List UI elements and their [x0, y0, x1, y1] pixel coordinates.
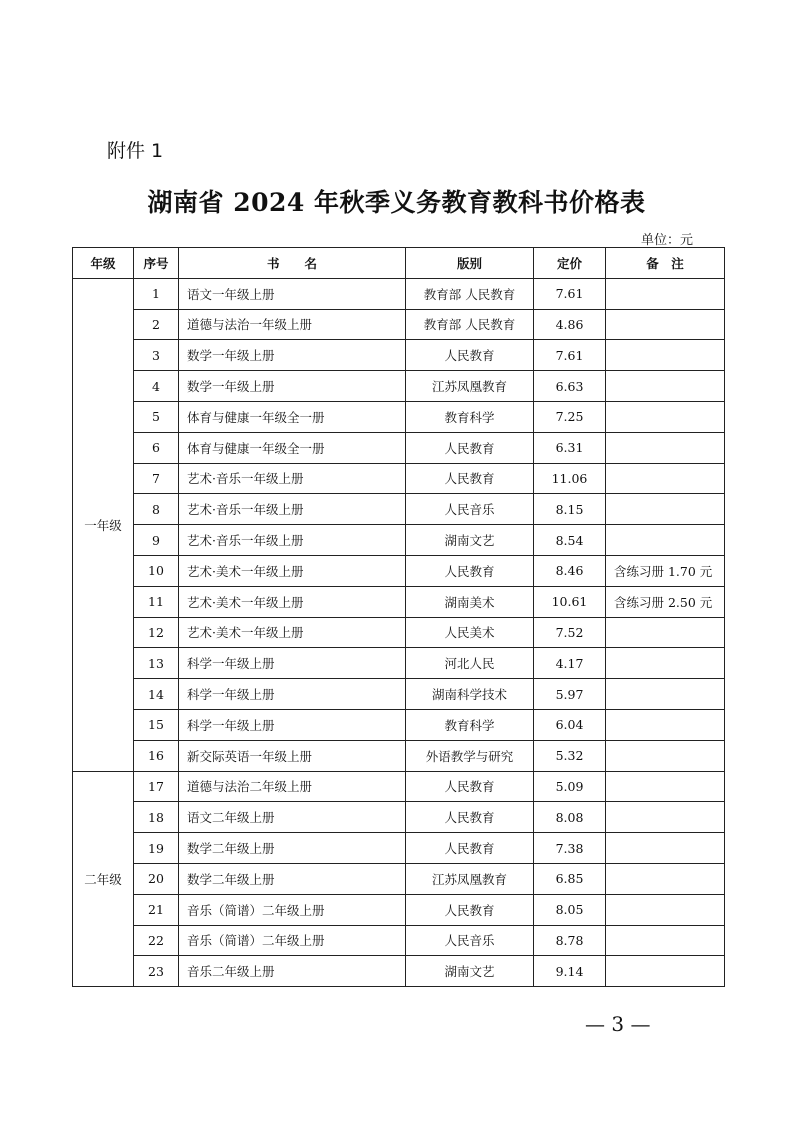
seq-cell: 2: [134, 309, 179, 340]
price-cell: 4.86: [534, 309, 606, 340]
price-cell: 6.04: [534, 709, 606, 740]
edition-cell: 人民教育: [406, 432, 534, 463]
edition-cell: 教育部 人民教育: [406, 278, 534, 309]
seq-cell: 15: [134, 709, 179, 740]
price-cell: 6.31: [534, 432, 606, 463]
book-cell: 艺术·美术一年级上册: [179, 586, 406, 617]
edition-cell: 湖南文艺: [406, 525, 534, 556]
table-row: [73, 863, 725, 894]
remark-cell: [606, 956, 725, 987]
book-cell: 科学一年级上册: [179, 679, 406, 710]
table-row: [73, 555, 725, 586]
page-number: — 3 —: [585, 1012, 651, 1036]
edition-cell: 人民美术: [406, 617, 534, 648]
book-cell: 科学一年级上册: [179, 648, 406, 679]
table-row: [73, 340, 725, 371]
price-cell: 6.63: [534, 371, 606, 402]
seq-cell: 21: [134, 894, 179, 925]
price-cell: 10.61: [534, 586, 606, 617]
edition-cell: 教育科学: [406, 401, 534, 432]
price-cell: 9.14: [534, 956, 606, 987]
seq-cell: 3: [134, 340, 179, 371]
edition-cell: 人民教育: [406, 833, 534, 864]
table-row: [73, 740, 725, 771]
price-cell: 7.52: [534, 617, 606, 648]
book-cell: 体育与健康一年级全一册: [179, 432, 406, 463]
price-cell: 8.05: [534, 894, 606, 925]
table-row: [73, 525, 725, 556]
edition-cell: 湖南文艺: [406, 956, 534, 987]
edition-cell: 人民音乐: [406, 494, 534, 525]
book-cell: 道德与法治一年级上册: [179, 309, 406, 340]
unit-label: 单位：元: [640, 233, 693, 248]
seq-cell: 18: [134, 802, 179, 833]
edition-cell: 湖南美术: [406, 586, 534, 617]
table-row: [73, 401, 725, 432]
price-cell: 8.15: [534, 494, 606, 525]
grade-cell: 二年级: [73, 771, 134, 987]
table-row: [73, 494, 725, 525]
price-cell: 8.54: [534, 525, 606, 556]
table-header-row: [73, 248, 725, 279]
header-book: 书 名: [179, 248, 406, 279]
book-cell: 数学二年级上册: [179, 863, 406, 894]
edition-cell: 江苏凤凰教育: [406, 863, 534, 894]
seq-cell: 14: [134, 679, 179, 710]
price-cell: 4.17: [534, 648, 606, 679]
table-row: [73, 833, 725, 864]
edition-cell: 教育部 人民教育: [406, 309, 534, 340]
grade-cell: 一年级: [73, 278, 134, 771]
book-cell: 音乐（简谱）二年级上册: [179, 894, 406, 925]
seq-cell: 5: [134, 401, 179, 432]
remark-cell: [606, 925, 725, 956]
edition-cell: 人民教育: [406, 555, 534, 586]
header-seq: 序号: [134, 248, 179, 279]
book-cell: 体育与健康一年级全一册: [179, 401, 406, 432]
seq-cell: 1: [134, 278, 179, 309]
book-cell: 艺术·音乐一年级上册: [179, 525, 406, 556]
price-cell: 8.78: [534, 925, 606, 956]
edition-cell: 江苏凤凰教育: [406, 371, 534, 402]
remark-cell: [606, 679, 725, 710]
seq-cell: 10: [134, 555, 179, 586]
table-row: [73, 679, 725, 710]
table-row: [73, 586, 725, 617]
remark-cell: [606, 740, 725, 771]
seq-cell: 23: [134, 956, 179, 987]
book-cell: 音乐（简谱）二年级上册: [179, 925, 406, 956]
price-cell: 7.61: [534, 278, 606, 309]
price-cell: 7.61: [534, 340, 606, 371]
seq-cell: 8: [134, 494, 179, 525]
seq-cell: 9: [134, 525, 179, 556]
seq-cell: 22: [134, 925, 179, 956]
table-row: [73, 709, 725, 740]
remark-cell: [606, 617, 725, 648]
price-cell: 7.38: [534, 833, 606, 864]
price-cell: 11.06: [534, 463, 606, 494]
book-cell: 语文一年级上册: [179, 278, 406, 309]
book-cell: 数学一年级上册: [179, 340, 406, 371]
table-row: [73, 956, 725, 987]
edition-cell: 河北人民: [406, 648, 534, 679]
book-cell: 语文二年级上册: [179, 802, 406, 833]
remark-cell: [606, 401, 725, 432]
book-cell: 数学二年级上册: [179, 833, 406, 864]
price-cell: 8.08: [534, 802, 606, 833]
book-cell: 音乐二年级上册: [179, 956, 406, 987]
seq-cell: 7: [134, 463, 179, 494]
table-row: [73, 925, 725, 956]
seq-cell: 12: [134, 617, 179, 648]
remark-cell: [606, 894, 725, 925]
book-cell: 新交际英语一年级上册: [179, 740, 406, 771]
seq-cell: 13: [134, 648, 179, 679]
table-row: [73, 802, 725, 833]
remark-cell: 含练习册 1.70 元: [606, 555, 725, 586]
price-cell: 6.85: [534, 863, 606, 894]
price-cell: 5.32: [534, 740, 606, 771]
book-cell: 艺术·音乐一年级上册: [179, 494, 406, 525]
book-cell: 数学一年级上册: [179, 371, 406, 402]
attachment-label: 附件 1: [107, 140, 164, 162]
book-cell: 艺术·美术一年级上册: [179, 555, 406, 586]
edition-cell: 人民教育: [406, 771, 534, 802]
table-row: [73, 278, 725, 309]
header-price: 定价: [534, 248, 606, 279]
header-grade: 年级: [73, 248, 134, 279]
price-cell: 7.25: [534, 401, 606, 432]
remark-cell: [606, 371, 725, 402]
header-edition: 版别: [406, 248, 534, 279]
book-cell: 科学一年级上册: [179, 709, 406, 740]
remark-cell: [606, 309, 725, 340]
edition-cell: 人民音乐: [406, 925, 534, 956]
seq-cell: 6: [134, 432, 179, 463]
edition-cell: 人民教育: [406, 463, 534, 494]
remark-cell: [606, 833, 725, 864]
header-remark: 备 注: [606, 248, 725, 279]
table-row: [73, 771, 725, 802]
table-row: [73, 894, 725, 925]
price-cell: 5.09: [534, 771, 606, 802]
table-row: [73, 432, 725, 463]
remark-cell: [606, 863, 725, 894]
seq-cell: 11: [134, 586, 179, 617]
edition-cell: 人民教育: [406, 340, 534, 371]
edition-cell: 人民教育: [406, 894, 534, 925]
edition-cell: 湖南科学技术: [406, 679, 534, 710]
seq-cell: 4: [134, 371, 179, 402]
table-row: [73, 463, 725, 494]
remark-cell: [606, 278, 725, 309]
price-cell: 8.46: [534, 555, 606, 586]
seq-cell: 17: [134, 771, 179, 802]
remark-cell: 含练习册 2.50 元: [606, 586, 725, 617]
table-row: [73, 371, 725, 402]
table-row: [73, 309, 725, 340]
remark-cell: [606, 648, 725, 679]
seq-cell: 20: [134, 863, 179, 894]
remark-cell: [606, 709, 725, 740]
table-row: [73, 648, 725, 679]
edition-cell: 教育科学: [406, 709, 534, 740]
price-cell: 5.97: [534, 679, 606, 710]
remark-cell: [606, 802, 725, 833]
page-title: 湖南省 2024 年秋季义务教育教科书价格表: [147, 188, 646, 217]
book-cell: 道德与法治二年级上册: [179, 771, 406, 802]
remark-cell: [606, 771, 725, 802]
edition-cell: 人民教育: [406, 802, 534, 833]
remark-cell: [606, 340, 725, 371]
edition-cell: 外语教学与研究: [406, 740, 534, 771]
book-cell: 艺术·音乐一年级上册: [179, 463, 406, 494]
table-body: [73, 278, 725, 986]
table-row: [73, 617, 725, 648]
remark-cell: [606, 432, 725, 463]
remark-cell: [606, 463, 725, 494]
remark-cell: [606, 494, 725, 525]
price-table: [72, 247, 725, 987]
book-cell: 艺术·美术一年级上册: [179, 617, 406, 648]
remark-cell: [606, 525, 725, 556]
seq-cell: 19: [134, 833, 179, 864]
seq-cell: 16: [134, 740, 179, 771]
